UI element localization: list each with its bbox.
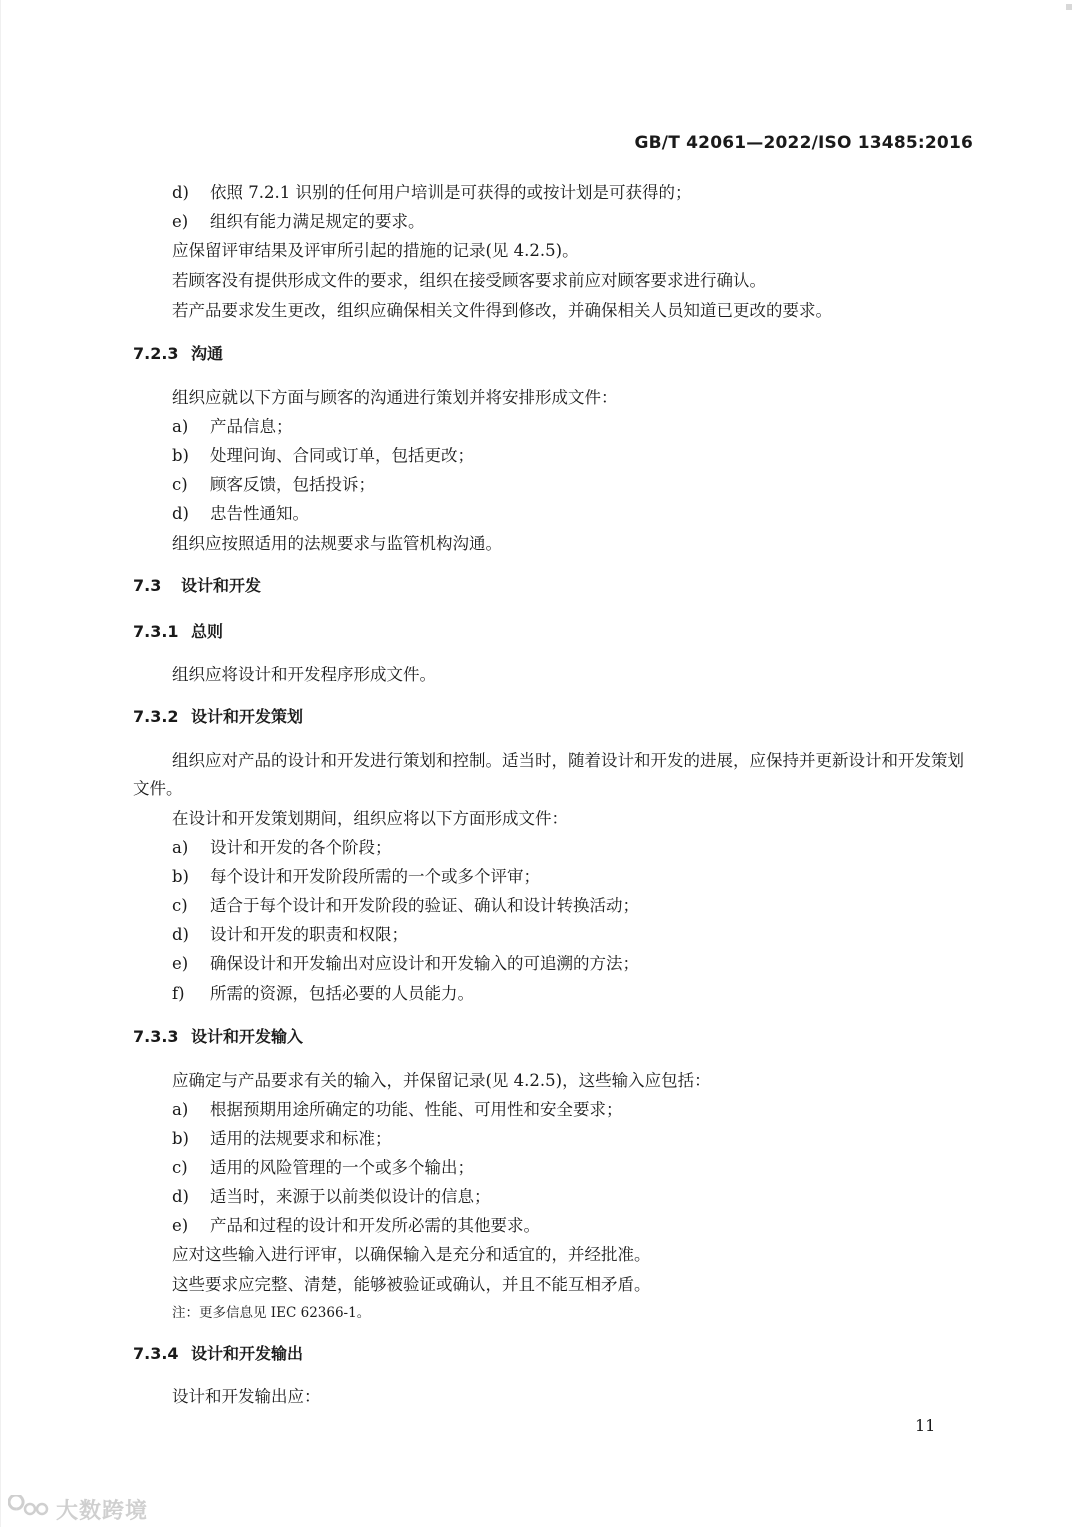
list-item-mark: c) xyxy=(172,1158,188,1177)
list-item-mark: f) xyxy=(172,984,185,1003)
watermark xyxy=(8,1494,148,1524)
paragraph: 应确定与产品要求有关的输入，并保留记录(见 4.2.5)，这些输入应包括： xyxy=(172,1071,711,1090)
watermark-logo-icon xyxy=(8,1495,52,1523)
list-item-mark: c) xyxy=(172,896,188,915)
list-item-mark: a) xyxy=(172,417,189,436)
list-item-text: 设计和开发的各个阶段； xyxy=(210,838,392,857)
list-item-mark: a) xyxy=(172,1100,189,1119)
section-heading-7-3 xyxy=(133,575,433,597)
list-item-text: 所需的资源，包括必要的人员能力。 xyxy=(210,984,474,1003)
list-item-text: 确保设计和开发输出对应设计和开发输入的可追溯的方法； xyxy=(210,954,639,973)
list-item-mark: d) xyxy=(172,1187,189,1206)
paragraph: 若顾客没有提供形成文件的要求，组织在接受顾客要求前应对顾客要求进行确认。 xyxy=(172,271,766,290)
list-item-text: 组织有能力满足规定的要求。 xyxy=(210,212,425,231)
paragraph-wrapped: 组织应对产品的设计和开发进行策划和控制。适当时，随着设计和开发的进展，应保持并更新设计和开发策划文件。 xyxy=(133,751,964,798)
list-item xyxy=(172,983,972,1005)
list-item-text: 适合于每个设计和开发阶段的验证、确认和设计转换活动； xyxy=(210,896,639,915)
list-item-mark: b) xyxy=(172,446,189,465)
list-item-mark: b) xyxy=(172,1129,189,1148)
list-item-mark: d) xyxy=(172,183,189,202)
section-title: 设计和开发策划 xyxy=(191,707,304,726)
section-number: 7.3.1 xyxy=(133,622,179,641)
list-item-text: 适用的风险管理的一个或多个输出； xyxy=(210,1158,474,1177)
list-item xyxy=(172,1128,972,1150)
paragraph: 在设计和开发策划期间，组织应将以下方面形成文件： xyxy=(172,809,568,828)
paragraph: 这些要求应完整、清楚，能够被验证或确认，并且不能互相矛盾。 xyxy=(172,1275,651,1294)
section-title: 沟通 xyxy=(191,344,224,363)
paragraph: 应对这些输入进行评审，以确保输入是充分和适宜的，并经批准。 xyxy=(172,1245,651,1264)
section-heading-7-3-3 xyxy=(133,1026,433,1048)
list-item xyxy=(172,837,972,859)
list-item xyxy=(172,445,972,467)
paragraph: 组织应就以下方面与顾客的沟通进行策划并将安排形成文件： xyxy=(172,388,618,407)
list-item xyxy=(172,866,972,888)
standard-code-header: GB/T 42061—2022/ISO 13485:2016 xyxy=(634,133,973,153)
list-item-text: 产品和过程的设计和开发所必需的其他要求。 xyxy=(210,1216,540,1235)
section-heading-7-3-4 xyxy=(133,1343,433,1365)
list-item-text: 产品信息； xyxy=(210,417,293,436)
list-item-mark: e) xyxy=(172,1216,189,1235)
section-number: 7.3.3 xyxy=(133,1027,179,1046)
section-heading-7-3-1 xyxy=(133,621,433,643)
list-item-text: 顾客反馈，包括投诉； xyxy=(210,475,375,494)
list-item xyxy=(172,953,972,975)
watermark-text: 大数跨境 xyxy=(56,1498,149,1524)
list-item-text: 根据预期用途所确定的功能、性能、可用性和安全要求； xyxy=(210,1100,623,1119)
section-title: 设计和开发输入 xyxy=(191,1027,304,1046)
section-number: 7.3.4 xyxy=(133,1344,179,1363)
paragraph: 应保留评审结果及评审所引起的措施的记录(见 4.2.5)。 xyxy=(172,241,579,260)
list-item xyxy=(172,211,972,233)
list-item-text: 依照 7.2.1 识别的任何用户培训是可获得的或按计划是可获得的； xyxy=(210,183,692,202)
list-item-mark: e) xyxy=(172,212,189,231)
list-item-text: 适用的法规要求和标准； xyxy=(210,1129,392,1148)
section-number: 7.2.3 xyxy=(133,344,179,363)
section-title: 设计和开发输出 xyxy=(191,1344,304,1363)
page-number: 11 xyxy=(915,1416,936,1435)
list-item xyxy=(172,182,972,204)
section-title: 总则 xyxy=(191,622,224,641)
paragraph: 组织应将设计和开发程序形成文件。 xyxy=(172,665,436,684)
list-item xyxy=(172,895,972,917)
list-item-text: 处理问询、合同或订单，包括更改； xyxy=(210,446,474,465)
list-item-mark: d) xyxy=(172,925,189,944)
note: 注：更多信息见 IEC 62366-1。 xyxy=(172,1305,371,1321)
scan-corner-mark xyxy=(1066,4,1072,10)
list-item xyxy=(172,474,972,496)
section-number: 7.3 xyxy=(133,576,162,595)
list-item-mark: b) xyxy=(172,867,189,886)
list-item xyxy=(172,1157,972,1179)
paragraph: 组织应按照适用的法规要求与监管机构沟通。 xyxy=(172,534,502,553)
list-item xyxy=(172,1099,972,1121)
list-item xyxy=(172,503,972,525)
section-number: 7.3.2 xyxy=(133,707,179,726)
list-item xyxy=(172,1186,972,1208)
list-item-mark: e) xyxy=(172,954,189,973)
list-item-mark: a) xyxy=(172,838,189,857)
paragraph: 设计和开发输出应： xyxy=(172,1387,321,1406)
list-item-mark: d) xyxy=(172,504,189,523)
list-item-text: 每个设计和开发阶段所需的一个或多个评审； xyxy=(210,867,540,886)
section-heading-7-3-2 xyxy=(133,706,433,728)
section-heading-7-2-3 xyxy=(133,343,433,365)
list-item xyxy=(172,416,972,438)
section-title: 设计和开发 xyxy=(181,576,262,595)
list-item-text: 适当时，来源于以前类似设计的信息； xyxy=(210,1187,491,1206)
list-item-text: 设计和开发的职责和权限； xyxy=(210,925,408,944)
paragraph: 若产品要求发生更改，组织应确保相关文件得到修改，并确保相关人员知道已更改的要求。 xyxy=(172,301,832,320)
list-item xyxy=(172,924,972,946)
list-item-text: 忠告性通知。 xyxy=(210,504,309,523)
list-item xyxy=(172,1215,972,1237)
list-item-mark: c) xyxy=(172,475,188,494)
